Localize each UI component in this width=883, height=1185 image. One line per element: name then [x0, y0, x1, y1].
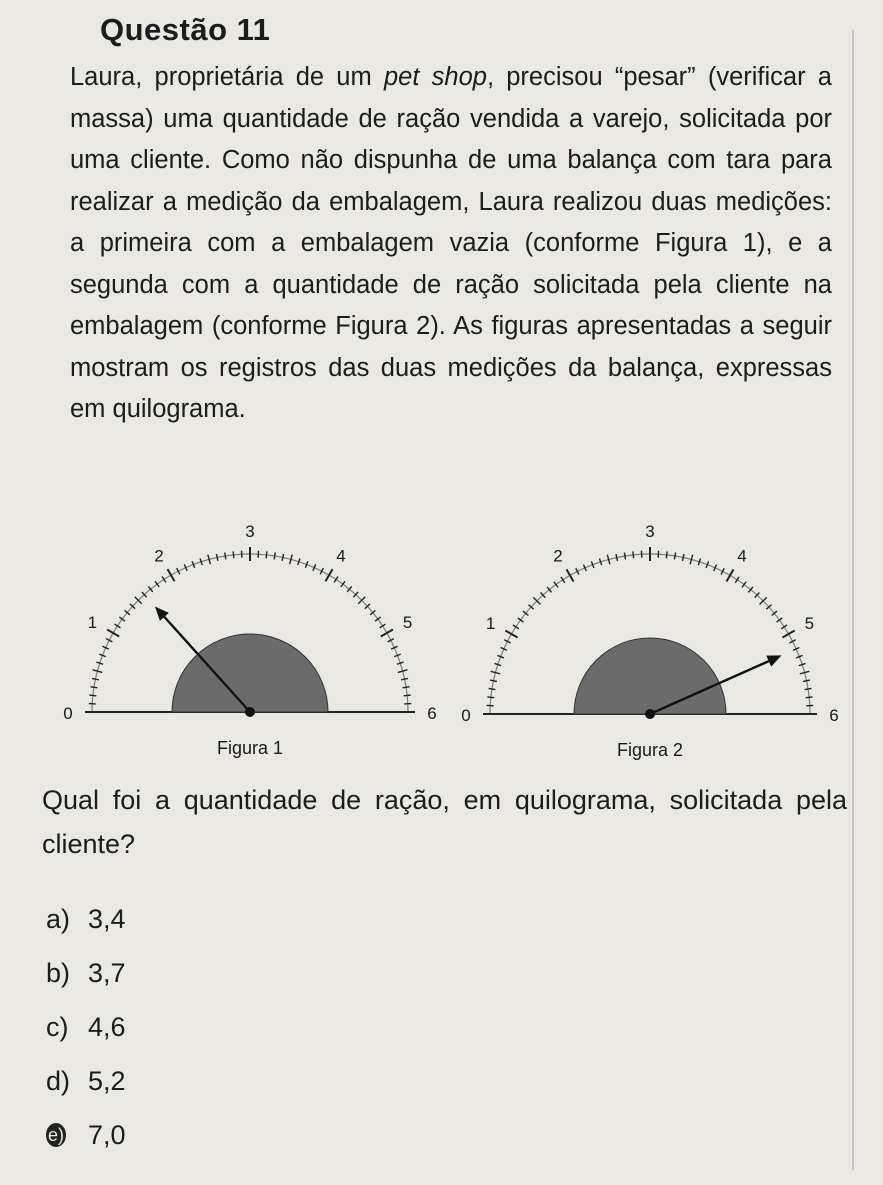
statement-part-2: , precisou “pesar” (verificar a massa) uma quantidade de ração vendida a varejo, solicitada por uma cliente. Como não dispunha de uma balança com tara para realizar a medição da embalagem, Laura realizou duas medições: a primeira com a embalagem vazia (conforme Figura 1), e a segunda com a quantidade de ração solicitada pela cliente na embalagem (conforme Figura 2). As figuras apresentadas a seguir mostram os registros das duas medições da balança, expressas em quilograma. — [70, 63, 832, 423]
option-a[interactable] — [46, 892, 126, 946]
pointer-pivot — [245, 707, 255, 717]
figure-2 — [455, 522, 845, 770]
statement-pet-shop: pet shop — [383, 63, 487, 91]
scale-label: 0 — [63, 704, 73, 723]
option-c-value: 4,6 — [88, 1012, 126, 1042]
option-c-letter: c) — [46, 1012, 69, 1042]
scale-dial-figure-1 — [50, 522, 437, 770]
scale-label: 5 — [804, 614, 815, 633]
pointer-pivot — [645, 709, 655, 719]
dial-dome — [574, 638, 726, 714]
scale-label: 5 — [402, 613, 413, 632]
option-d-letter: d) — [46, 1066, 71, 1096]
scale-label: 1 — [485, 614, 496, 633]
option-e[interactable] — [46, 1108, 126, 1162]
scale-label: 0 — [461, 706, 471, 725]
question-title: Questão 11 — [100, 12, 271, 47]
option-d-value: 5,2 — [88, 1066, 126, 1096]
scale-dial-figure-2 — [455, 522, 845, 770]
scale-label: 1 — [87, 613, 98, 632]
margin-line — [852, 30, 854, 1170]
figure-caption: Figura 1 — [216, 738, 284, 758]
scale-label: 3 — [245, 522, 255, 541]
option-b-letter: b) — [46, 958, 71, 988]
option-b-value: 3,7 — [88, 958, 126, 988]
question-statement — [70, 57, 832, 431]
option-a-letter: a) — [46, 904, 71, 934]
scale-label: 3 — [645, 522, 655, 541]
figure-1 — [50, 522, 437, 770]
option-d[interactable] — [46, 1054, 126, 1108]
option-b[interactable] — [46, 946, 126, 1000]
question-prompt: Qual foi a quantidade de ração, em quilograma, solicitada pela cliente? — [42, 785, 847, 859]
option-e-value: 7,0 — [88, 1120, 126, 1150]
scale-label: 4 — [737, 546, 747, 566]
dial-dome — [172, 634, 328, 712]
scale-label: 4 — [336, 546, 346, 566]
figure-caption: Figura 2 — [616, 740, 684, 760]
scale-label: 6 — [829, 706, 839, 725]
scale-label: 2 — [154, 546, 164, 566]
option-e-letter-marked: e) — [47, 1125, 64, 1145]
option-c[interactable] — [46, 1000, 126, 1054]
statement-part-1: Laura, proprietária de um — [70, 63, 384, 91]
option-a-value: 3,4 — [88, 904, 126, 934]
answer-options — [46, 892, 126, 1162]
scale-label: 2 — [553, 546, 563, 566]
scale-label: 6 — [427, 704, 437, 723]
